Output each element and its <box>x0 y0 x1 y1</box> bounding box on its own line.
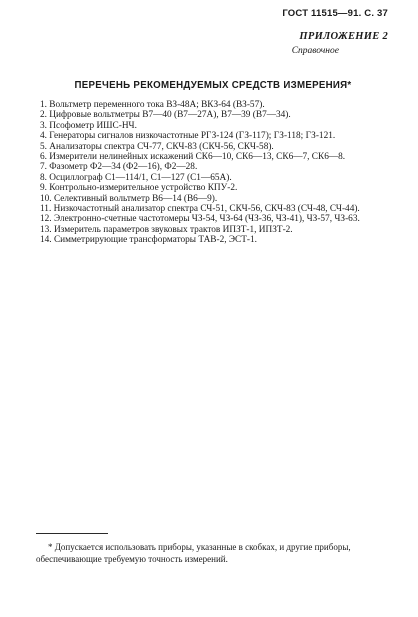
list-item: 12. Электронно-счетные частотомеры ЧЗ-54, ЧЗ-64 (ЧЗ-36, ЧЗ-41), ЧЗ-57, ЧЗ-63. <box>40 214 360 225</box>
list-item: 7. Фазометр Ф2—34 (Ф2—16), Ф2—28. <box>40 162 198 173</box>
list-item: 2. Цифровые вольтметры В7—40 (В7—27А), В7—39 (В7—34). <box>40 110 291 121</box>
footnote-divider <box>36 533 108 534</box>
list-item: 8. Осциллограф С1—114/1, С1—127 (С1—65А). <box>40 172 232 183</box>
list-item: 3. Псофометр ИШС-НЧ. <box>40 120 137 131</box>
list-item: 6. Измерители нелинейных искажений СК6—10, СК6—13, СК6—7, СК6—8. <box>40 152 346 163</box>
list-item: 5. Анализаторы спектра СЧ-77, СКЧ-83 (СКЧ-56, СКЧ-58). <box>40 141 274 152</box>
reference-label: Справочное <box>291 46 339 56</box>
list-item: 1. Вольтметр переменного тока ВЗ-48А; ВКЗ-64 (ВЗ-57). <box>40 100 265 110</box>
list-item: 13. Измеритель параметров звуковых трактов ИПЗТ-1, ИПЗТ-2. <box>40 224 293 235</box>
footnote: * Допускается использовать приборы, указанные в скобках, и другие приборы, обеспечивающие требуемую точность измерений. <box>36 542 351 564</box>
instrument-list <box>36 100 384 246</box>
page-title: ПЕРЕЧЕНЬ РЕКОМЕНДУЕМЫХ СРЕДСТВ ИЗМЕРЕНИЯ* <box>74 80 352 91</box>
list-item: 14. Симметрирующие трансформаторы ТАВ-2, ЭСТ-1. <box>40 235 257 246</box>
standard-header: ГОСТ 11515—91. С. 37 <box>282 8 388 19</box>
list-item: 11. Низкочастотный анализатор спектра СЧ-51, СКЧ-56, СКЧ-83 (СЧ-48, СЧ-44). <box>40 204 360 215</box>
list-item: 9. Контрольно-измерительное устройство КПУ-2. <box>40 183 238 194</box>
list-item: 4. Генераторы сигналов низкочастотные РГЗ-124 (ГЗ-117); ГЗ-118; ГЗ-121. <box>40 131 336 142</box>
list-item: 10. Селективный вольтметр В6—14 (В6—9). <box>40 193 218 204</box>
appendix-label: ПРИЛОЖЕНИЕ 2 <box>299 31 388 42</box>
